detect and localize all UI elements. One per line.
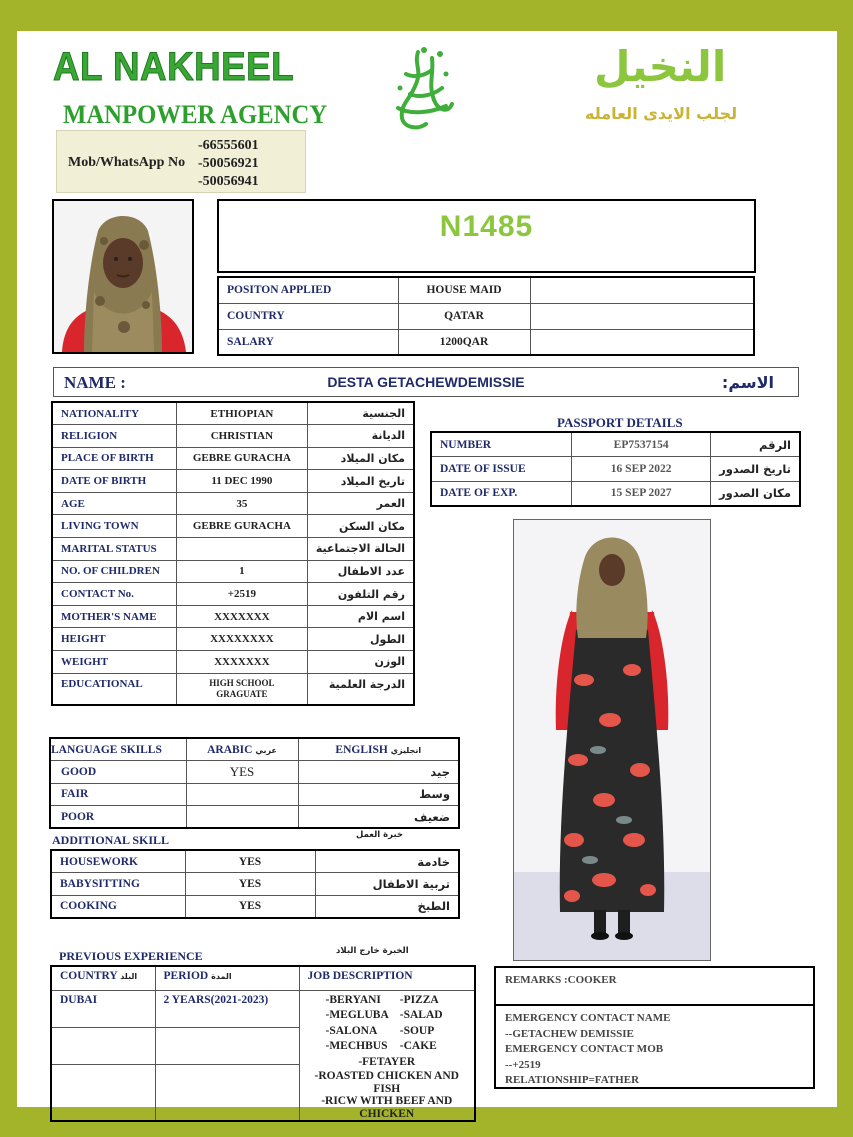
candidate-portrait-photo bbox=[52, 199, 194, 354]
detail-value bbox=[176, 673, 307, 705]
position-value: 1200QAR bbox=[398, 329, 530, 355]
position-extra bbox=[530, 329, 754, 355]
previous-experience-label: PREVIOUS EXPERIENCE bbox=[59, 949, 203, 963]
experience-country bbox=[51, 1064, 155, 1121]
candidate-name: DESTA GETACHEWDEMISSIE bbox=[327, 374, 525, 390]
detail-label-arabic: مكان السكن bbox=[307, 515, 414, 538]
education-line: HIGH SCHOOL bbox=[209, 677, 275, 688]
detail-label-arabic: الوزن bbox=[307, 651, 414, 674]
brand-subtitle: MANPOWER AGENCY bbox=[63, 100, 328, 129]
passport-label-arabic: مكان الصدور bbox=[711, 481, 800, 506]
calligraphy-emblem-icon bbox=[388, 44, 460, 139]
detail-row bbox=[52, 492, 414, 515]
detail-label: WEIGHT bbox=[52, 651, 176, 674]
experience-period: 2 YEARS(2021-2023) bbox=[155, 990, 299, 1027]
experience-header-row bbox=[51, 966, 475, 990]
passport-label-arabic: الرقم bbox=[711, 432, 800, 457]
skill-value: YES bbox=[185, 873, 315, 896]
name-label-arabic: الاسم: bbox=[721, 373, 774, 392]
brand-name: AL NAKHEEL bbox=[53, 45, 295, 89]
detail-label: PLACE OF BIRTH bbox=[52, 447, 176, 470]
skill-name-arabic: خادمة bbox=[315, 850, 459, 873]
detail-label-arabic: الحالة الاجتماعية bbox=[307, 538, 414, 561]
experience-period bbox=[155, 1027, 299, 1064]
position-label: SALARY bbox=[218, 329, 398, 355]
language-level-arabic: وسط bbox=[298, 783, 459, 806]
job-item: -RICW WITH BEEF AND CHICKEN bbox=[321, 1095, 453, 1120]
additional-skills-table bbox=[50, 849, 460, 919]
detail-label-arabic: مكان الميلاد bbox=[307, 447, 414, 470]
job-item: -MEGLUBA bbox=[325, 1009, 389, 1021]
position-extra bbox=[530, 277, 754, 303]
passport-row bbox=[431, 481, 800, 506]
position-value: HOUSE MAID bbox=[398, 277, 530, 303]
job-grid bbox=[308, 993, 467, 1055]
detail-label-arabic: الطول bbox=[307, 628, 414, 651]
passport-title: PASSPORT DETAILS bbox=[557, 415, 683, 430]
detail-value: 35 bbox=[176, 492, 307, 515]
remark-line: --+2519 bbox=[505, 1058, 541, 1071]
detail-value: GEBRE GURACHA bbox=[176, 447, 307, 470]
skill-row bbox=[51, 850, 459, 873]
experience-country bbox=[51, 1027, 155, 1064]
name-label: NAME : bbox=[64, 373, 126, 392]
remark-line: EMERGENCY CONTACT MOB bbox=[505, 1043, 664, 1055]
remarks-box bbox=[494, 966, 815, 1089]
arabic-label: ARABIC bbox=[207, 743, 253, 756]
detail-row bbox=[52, 515, 414, 538]
skill-value: YES bbox=[185, 895, 315, 918]
detail-row bbox=[52, 560, 414, 583]
reference-code-box bbox=[217, 199, 756, 273]
job-item: -SALONA bbox=[325, 1024, 378, 1037]
detail-value: 1 bbox=[176, 560, 307, 583]
skill-name-arabic: تربية الاطفال bbox=[315, 873, 459, 896]
arabic-level-value bbox=[186, 806, 298, 829]
passport-row bbox=[431, 457, 800, 482]
detail-row bbox=[52, 651, 414, 674]
detail-label-arabic: الديانة bbox=[307, 425, 414, 448]
candidate-full-photo bbox=[513, 519, 711, 961]
passport-value: EP7537154 bbox=[572, 432, 711, 457]
phone-numbers bbox=[198, 137, 259, 191]
language-skills-table bbox=[49, 737, 460, 829]
skill-row bbox=[51, 873, 459, 896]
detail-row bbox=[52, 425, 414, 448]
detail-label: EDUCATIONAL bbox=[52, 673, 176, 705]
detail-label: NATIONALITY bbox=[52, 402, 176, 425]
name-bar bbox=[53, 367, 799, 397]
language-row bbox=[50, 761, 459, 784]
additional-skill-label-arabic: خبرة العمل bbox=[356, 830, 404, 840]
position-row bbox=[218, 303, 754, 329]
language-level-arabic: ضعيف bbox=[298, 806, 459, 829]
passport-label: DATE OF EXP. bbox=[431, 481, 572, 506]
job-item: -SALAD bbox=[399, 1009, 443, 1021]
detail-value: GEBRE GURACHA bbox=[176, 515, 307, 538]
remark-line: RELATIONSHIP=FATHER bbox=[505, 1074, 640, 1086]
remarks-title: REMARKS :COOKER bbox=[496, 968, 813, 1006]
detail-label-arabic: اسم الام bbox=[307, 605, 414, 628]
arabic-column-header bbox=[186, 738, 298, 761]
detail-value bbox=[176, 538, 307, 561]
detail-value: CHRISTIAN bbox=[176, 425, 307, 448]
period-column-header bbox=[155, 966, 299, 990]
additional-skill-label: ADDITIONAL SKILL bbox=[52, 833, 170, 847]
position-label: POSITON APPLIED bbox=[218, 277, 398, 303]
country-header-label: COUNTRY bbox=[60, 970, 118, 982]
passport-row bbox=[431, 432, 800, 457]
job-item: -PIZZA bbox=[399, 993, 439, 1006]
detail-row bbox=[52, 583, 414, 606]
detail-label-arabic: العمر bbox=[307, 492, 414, 515]
detail-row bbox=[52, 673, 414, 705]
position-row bbox=[218, 277, 754, 303]
experience-table bbox=[50, 965, 476, 1122]
arabic-level-value: YES bbox=[186, 761, 298, 784]
detail-value: XXXXXXX bbox=[176, 651, 307, 674]
detail-row bbox=[52, 447, 414, 470]
detail-value: ETHIOPIAN bbox=[176, 402, 307, 425]
remark-line: EMERGENCY CONTACT NAME bbox=[505, 1012, 671, 1024]
detail-value: +2519 bbox=[176, 583, 307, 606]
skill-name: COOKING bbox=[51, 895, 185, 918]
job-item: -BERYANI bbox=[325, 993, 381, 1006]
country-header-arabic: البلد bbox=[120, 972, 138, 981]
experience-row bbox=[51, 990, 475, 1027]
passport-label: NUMBER bbox=[431, 432, 572, 457]
period-header-label: PERIOD bbox=[163, 970, 209, 982]
position-row bbox=[218, 329, 754, 355]
experience-country: DUBAI bbox=[51, 990, 155, 1027]
language-level: GOOD bbox=[50, 761, 186, 784]
english-label: ENGLISH bbox=[335, 743, 388, 756]
period-header-arabic: المدة bbox=[211, 972, 232, 981]
detail-label: AGE bbox=[52, 492, 176, 515]
passport-label: DATE OF ISSUE bbox=[431, 457, 572, 482]
arabic-label-arabic: عربي bbox=[255, 745, 277, 755]
education-line: GRAGUATE bbox=[216, 688, 268, 699]
phone-number: -50056941 bbox=[198, 174, 259, 189]
contact-box bbox=[56, 130, 306, 193]
job-item: -CAKE bbox=[399, 1040, 437, 1052]
job-description bbox=[299, 990, 475, 1121]
position-label: COUNTRY bbox=[218, 303, 398, 329]
detail-label: NO. OF CHILDREN bbox=[52, 560, 176, 583]
detail-label-arabic: تاريخ الميلاد bbox=[307, 470, 414, 493]
detail-label: LIVING TOWN bbox=[52, 515, 176, 538]
english-column-header bbox=[298, 738, 459, 761]
language-row bbox=[50, 806, 459, 829]
job-item: -FETAYER bbox=[358, 1055, 416, 1068]
detail-row bbox=[52, 628, 414, 651]
country-column-header bbox=[51, 966, 155, 990]
language-level: POOR bbox=[50, 806, 186, 829]
remark-line: --GETACHEW DEMISSIE bbox=[505, 1027, 634, 1040]
detail-label: MOTHER'S NAME bbox=[52, 605, 176, 628]
position-value: QATAR bbox=[398, 303, 530, 329]
passport-label-arabic: تاريخ الصدور bbox=[711, 457, 800, 482]
detail-row bbox=[52, 470, 414, 493]
detail-label-arabic: عدد الاطفال bbox=[307, 560, 414, 583]
passport-value: 15 SEP 2027 bbox=[572, 481, 711, 506]
language-header: LANGUAGE SKILLS bbox=[50, 738, 186, 761]
detail-label: HEIGHT bbox=[52, 628, 176, 651]
detail-label-arabic: رقم التلفون bbox=[307, 583, 414, 606]
detail-row bbox=[52, 605, 414, 628]
brand-name-arabic: النخيل bbox=[594, 42, 727, 91]
contact-label: Mob/WhatsApp No bbox=[68, 155, 186, 170]
job-item: -SOUP bbox=[399, 1024, 435, 1037]
detail-label-arabic: الجنسية bbox=[307, 402, 414, 425]
brand-tagline-arabic: لجلب الايدى العامله bbox=[585, 104, 738, 123]
english-label-arabic: انجليزي bbox=[390, 745, 422, 755]
passport-value: 16 SEP 2022 bbox=[572, 457, 711, 482]
skill-row bbox=[51, 895, 459, 918]
language-header-row bbox=[50, 738, 459, 761]
detail-value: 11 DEC 1990 bbox=[176, 470, 307, 493]
arabic-level-value bbox=[186, 783, 298, 806]
detail-value: XXXXXXX bbox=[176, 605, 307, 628]
phone-number: -50056921 bbox=[198, 156, 259, 171]
personal-details-table bbox=[51, 401, 415, 706]
detail-label: RELIGION bbox=[52, 425, 176, 448]
skill-name: BABYSITTING bbox=[51, 873, 185, 896]
emergency-contact bbox=[505, 1011, 670, 1089]
position-table bbox=[217, 276, 755, 356]
skill-name-arabic: الطبخ bbox=[315, 895, 459, 918]
job-column-header: JOB DESCRIPTION bbox=[299, 966, 475, 990]
skill-name: HOUSEWORK bbox=[51, 850, 185, 873]
detail-row bbox=[52, 538, 414, 561]
detail-label: MARITAL STATUS bbox=[52, 538, 176, 561]
detail-label: CONTACT No. bbox=[52, 583, 176, 606]
previous-experience-label-arabic: الخبرة خارج البلاد bbox=[336, 946, 409, 956]
position-extra bbox=[530, 303, 754, 329]
detail-row bbox=[52, 402, 414, 425]
passport-table bbox=[430, 431, 801, 507]
language-level-arabic: جيد bbox=[298, 761, 459, 784]
reference-code: N1485 bbox=[439, 210, 534, 243]
language-level: FAIR bbox=[50, 783, 186, 806]
job-item: -MECHBUS bbox=[325, 1040, 388, 1052]
language-row bbox=[50, 783, 459, 806]
detail-label-arabic: الدرجة العلمية bbox=[307, 673, 414, 705]
phone-number: -66555601 bbox=[198, 138, 259, 153]
skill-value: YES bbox=[185, 850, 315, 873]
detail-value: XXXXXXXX bbox=[176, 628, 307, 651]
detail-label: DATE OF BIRTH bbox=[52, 470, 176, 493]
experience-period bbox=[155, 1064, 299, 1121]
job-item: -ROASTED CHICKEN AND FISH bbox=[314, 1070, 459, 1095]
